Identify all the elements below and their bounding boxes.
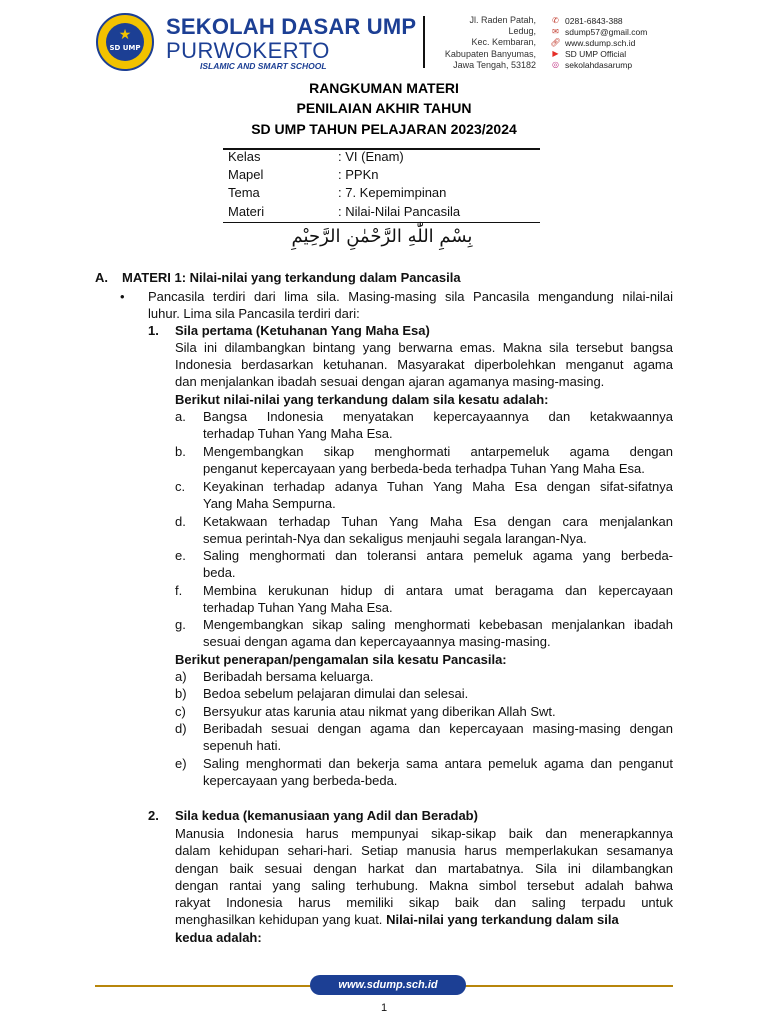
address-line: Jl. Raden Patah, bbox=[469, 15, 536, 25]
basmalah-calligraphy: بِسْمِ اللّٰهِ الرَّحْمٰنِ الرَّحِيْمِ bbox=[291, 226, 473, 247]
list-marker: c) bbox=[175, 704, 186, 719]
sila-number: 2. bbox=[148, 808, 159, 823]
page-number: 1 bbox=[380, 1002, 388, 1014]
doc-title-line-2: PENILAIAN AKHIR TAHUN bbox=[296, 100, 472, 116]
list-item-line: terhadap Tuhan Yang Maha Esa. bbox=[203, 426, 393, 441]
school-tagline: ISLAMIC AND SMART SCHOOL bbox=[200, 61, 327, 71]
info-label: Materi bbox=[228, 204, 265, 219]
intro-line: Pancasila terdiri dari lima sila. Masing-masing sila Pancasila mengandung nilai-nilai bbox=[148, 289, 673, 304]
sila-heading: Sila pertama (Ketuhanan Yang Maha Esa) bbox=[175, 323, 430, 338]
header-divider bbox=[423, 16, 425, 68]
contact-list bbox=[551, 15, 721, 70]
list-item-line: Beribadah bersama keluarga. bbox=[203, 669, 374, 684]
star-icon: ★ bbox=[118, 26, 132, 42]
list-item-line: beda. bbox=[203, 565, 236, 580]
contact-instagram bbox=[551, 59, 721, 70]
paragraph-line: Indonesia berdasarkan ketuhanan. Masyarakat diperbolehkan menganut agama bbox=[175, 357, 673, 372]
contact-website bbox=[551, 37, 721, 48]
list-item-line: Bersyukur atas karunia atau nikmat yang diberikan Allah Swt. bbox=[203, 704, 556, 719]
list-item-line: kepercayaan yang berbeda-beda. bbox=[203, 773, 398, 788]
contact-email bbox=[551, 26, 721, 37]
address-line: Kabupaten Banyumas, bbox=[444, 48, 536, 59]
paragraph-bold-text: Nilai-nilai yang terkandung dalam sila bbox=[386, 912, 619, 927]
instagram-icon: ◎ bbox=[552, 60, 559, 69]
youtube-text: SD UMP Official bbox=[565, 48, 627, 59]
list-item-line: Saling menghormati dan toleransi antara pemeluk agama yang berbeda- bbox=[203, 548, 673, 563]
sila-number: 1. bbox=[148, 323, 159, 338]
sila-heading: Sila kedua (kemanusiaan yang Adil dan Beradab) bbox=[175, 808, 478, 823]
list-marker: c. bbox=[175, 479, 186, 494]
paragraph-line: dalam kehidupan sehari-hari. Setiap manusia harus memperlakukan sesamanya bbox=[175, 843, 673, 858]
list-item-line: Beribadah sesuai dengan agama dan kepercayaan masing-masing dengan bbox=[203, 721, 673, 736]
list-item-line: Mengembangkan sikap saling menghormati kebebasan menjalankan ibadah bbox=[203, 617, 673, 632]
list-item-line: semua perintah-Nya dan sekaligus menjauhi segala larangan-Nya. bbox=[203, 531, 587, 546]
list-item-line: Bedoa sebelum pelajaran dimulai dan selesai. bbox=[203, 686, 469, 701]
info-label: Tema bbox=[228, 185, 260, 200]
list-item-line: penganut kepercayaan yang berbeda-beda terhadpa Tuhan Yang Maha Esa. bbox=[203, 461, 645, 476]
address-line: Jawa Tengah, 53182 bbox=[453, 59, 536, 70]
instagram-text: sekolahdasarump bbox=[565, 59, 633, 70]
list-marker: d. bbox=[175, 514, 186, 529]
doc-title-line-3: SD UMP TAHUN PELAJARAN 2023/2024 bbox=[251, 121, 517, 137]
paragraph-line: Sila ini dilambangkan bintang yang berwarna emas. Makna sila tersebut bangsa bbox=[175, 340, 673, 355]
list-item-line: Saling menghormati dan bekerja sama antara pemeluk agama dan penganut bbox=[203, 756, 673, 771]
section-marker: A. bbox=[95, 270, 108, 285]
paragraph-line: dengan baik sesuai dengan harkat dan martabatnya. Sila ini dilambangkan bbox=[175, 861, 673, 876]
list-item-line: Keyakinan terhadap adanya Tuhan Yang Maha Esa dengan sifat-sifatnya bbox=[203, 479, 673, 494]
email-text: sdump57@gmail.com bbox=[565, 26, 648, 37]
address-line: Kec. Kembaran, bbox=[471, 37, 536, 48]
section-heading: MATERI 1: Nilai-nilai yang terkandung dalam Pancasila bbox=[122, 270, 461, 285]
list-item-line: sepenuh hati. bbox=[203, 738, 282, 753]
paragraph-line bbox=[175, 911, 619, 928]
list-item-line: terhadap Tuhan Yang Maha Esa. bbox=[203, 600, 393, 615]
info-label: Mapel bbox=[228, 167, 264, 182]
youtube-icon: ▶ bbox=[552, 49, 559, 58]
list-item-line: Membina kerukunan hidup di antara umat beragama dan kepercayaan bbox=[203, 583, 673, 598]
bullet-icon: • bbox=[120, 289, 125, 304]
list-marker: a. bbox=[175, 409, 186, 424]
info-value: : 7. Kepemimpinan bbox=[338, 185, 447, 200]
list-marker: f. bbox=[175, 583, 183, 598]
list-marker: a) bbox=[175, 669, 187, 684]
list-marker: b. bbox=[175, 444, 186, 459]
info-table-bottom-rule bbox=[223, 222, 540, 223]
paragraph-line: dengan rantai yang saling terhubung. Makna simbol tersebut adalah bahwa bbox=[175, 878, 673, 893]
list-marker: b) bbox=[175, 686, 187, 701]
info-label: Kelas bbox=[228, 149, 261, 164]
info-value: : Nilai-Nilai Pancasila bbox=[338, 204, 461, 219]
info-value: : VI (Enam) bbox=[338, 149, 404, 164]
school-logo bbox=[96, 13, 154, 71]
logo-text: SD UMP bbox=[109, 44, 141, 52]
footer-website: www.sdump.sch.id bbox=[310, 975, 466, 995]
school-address bbox=[430, 15, 536, 71]
subheading: Berikut nilai-nilai yang terkandung dalam sila kesatu adalah: bbox=[175, 392, 549, 407]
paragraph-line: Manusia Indonesia harus mempunyai sikap-sikap baik dan menerapkannya bbox=[175, 826, 673, 841]
school-name: SEKOLAH DASAR UMP bbox=[166, 14, 417, 39]
intro-line: luhur. Lima sila Pancasila terdiri dari: bbox=[148, 306, 360, 321]
paragraph-line: rakyat Indonesia harus memiliki sikap baik dan saling terpadu untuk bbox=[175, 895, 673, 910]
subheading: Berikut penerapan/pengamalan sila kesatu Pancasila: bbox=[175, 652, 507, 667]
mail-icon: ✉ bbox=[552, 27, 559, 36]
website-text: www.sdump.sch.id bbox=[565, 37, 636, 48]
contact-youtube bbox=[551, 48, 721, 59]
address-line: Ledug, bbox=[508, 26, 536, 37]
school-city: PURWOKERTO bbox=[166, 38, 330, 63]
list-marker: g. bbox=[175, 617, 186, 632]
list-marker: e) bbox=[175, 756, 187, 771]
contact-phone bbox=[551, 15, 721, 26]
phone-icon: ✆ bbox=[552, 16, 559, 25]
link-icon: 🔗︎ bbox=[550, 38, 561, 47]
list-marker: e. bbox=[175, 548, 186, 563]
info-value: : PPKn bbox=[338, 167, 379, 182]
doc-title-line-1: RANGKUMAN MATERI bbox=[309, 80, 459, 96]
list-item-line: Bangsa Indonesia menyatakan kepercayaannya dan ketakwaannya bbox=[203, 409, 673, 424]
list-item-line: Mengembangkan sikap menghormati antarpemeluk agama dengan bbox=[203, 444, 673, 459]
list-item-line: Ketakwaan terhadap Tuhan Yang Maha Esa dengan cara menjalankan bbox=[203, 514, 673, 529]
paragraph-text: menghasilkan kehidupan yang kuat. bbox=[175, 912, 383, 927]
list-marker: d) bbox=[175, 721, 187, 736]
paragraph-line: kedua adalah: bbox=[175, 930, 262, 945]
list-item-line: Yang Maha Sempurna. bbox=[203, 496, 336, 511]
phone-text: 0281-6843-388 bbox=[565, 15, 623, 26]
list-item-line: sesuai dengan agama dan kepercayaannya masing-masing. bbox=[203, 634, 551, 649]
paragraph-line: dan menjalankan ibadah sesuai dengan ajaran agamanya masing-masing. bbox=[175, 374, 605, 389]
